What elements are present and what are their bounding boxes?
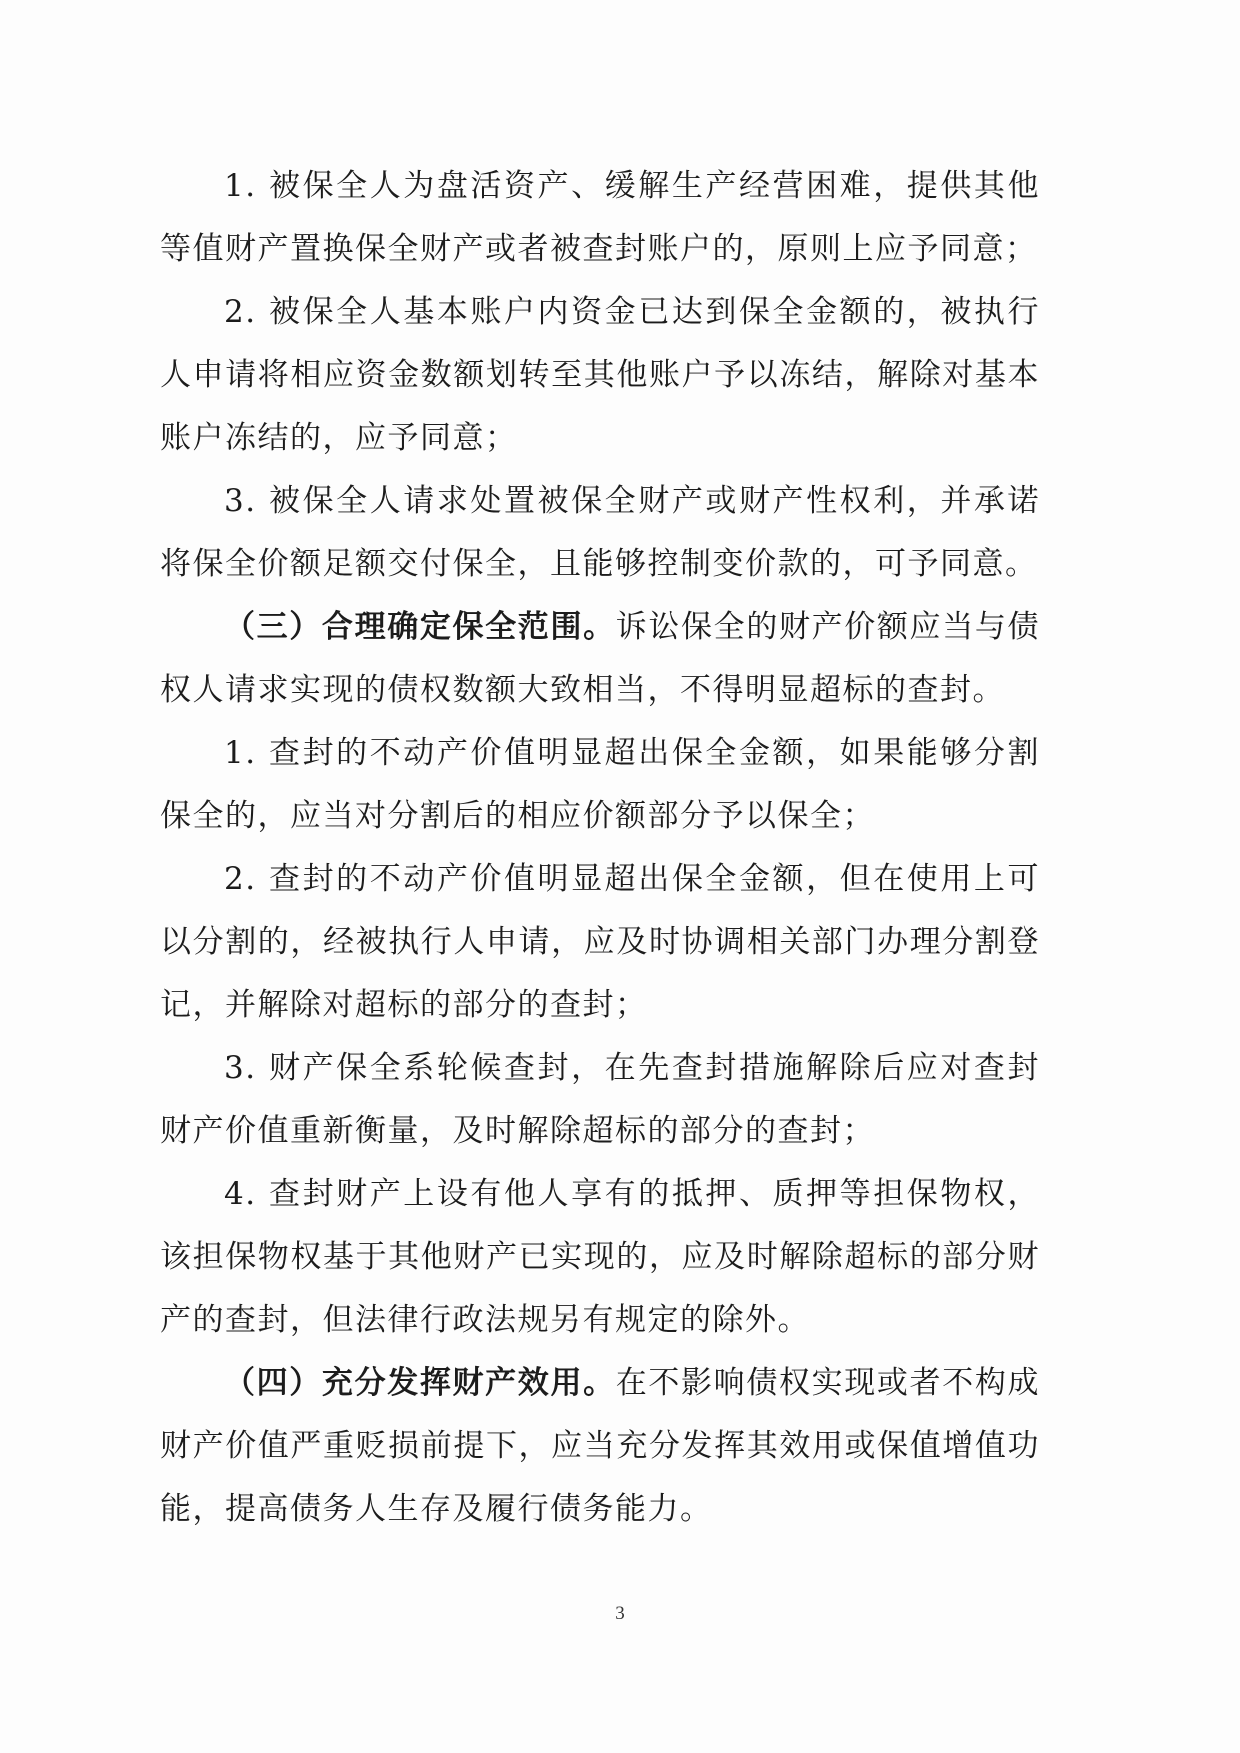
document-body bbox=[160, 155, 1040, 1541]
paragraph-2 bbox=[160, 281, 1040, 470]
paragraph-text: 诉讼保全的财产价额应当与债权人请求实现的债权数额大致相当，不得明显超标的查封。 bbox=[160, 609, 1040, 708]
paragraph-text: 4. 查封财产上设有他人享有的抵押、质押等担保物权，该担保物权基于其他财产已实现的，应及时解除超标的部分财产的查封，但法律行政法规另有规定的除外。 bbox=[160, 1176, 1040, 1338]
paragraph-6 bbox=[160, 848, 1040, 1037]
paragraph-3 bbox=[160, 470, 1040, 596]
paragraph-text: 3. 财产保全系轮候查封，在先查封措施解除后应对查封财产价值重新衡量，及时解除超标的部分的查封； bbox=[160, 1050, 1040, 1149]
paragraph-text: 1. 被保全人为盘活资产、缓解生产经营困难，提供其他等值财产置换保全财产或者被查封账户的，原则上应予同意； bbox=[160, 168, 1040, 267]
paragraph-text: 在不影响债权实现或者不构成财产价值严重贬损前提下，应当充分发挥其效用或保值增值功能，提高债务人生存及履行债务能力。 bbox=[160, 1365, 1040, 1527]
section-heading-4: （四）充分发挥财产效用。 bbox=[224, 1365, 616, 1401]
paragraph-text: 2. 被保全人基本账户内资金已达到保全金额的，被执行人申请将相应资金数额划转至其他账户予以冻结，解除对基本账户冻结的，应予同意； bbox=[160, 294, 1040, 456]
paragraph-text: 2. 查封的不动产价值明显超出保全金额，但在使用上可以分割的，经被执行人申请，应及时协调相关部门办理分割登记，并解除对超标的部分的查封； bbox=[160, 861, 1040, 1023]
page-number: 3 bbox=[615, 1603, 625, 1624]
section-4-paragraph bbox=[160, 1352, 1040, 1541]
paragraph-text: 1. 查封的不动产价值明显超出保全金额，如果能够分割保全的，应当对分割后的相应价额部分予以保全； bbox=[160, 735, 1040, 834]
paragraph-text: 3. 被保全人请求处置被保全财产或财产性权利，并承诺将保全价额足额交付保全，且能够控制变价款的，可予同意。 bbox=[160, 483, 1040, 582]
section-heading-3: （三）合理确定保全范围。 bbox=[224, 609, 616, 645]
paragraph-1 bbox=[160, 155, 1040, 281]
paragraph-7 bbox=[160, 1037, 1040, 1163]
paragraph-8 bbox=[160, 1163, 1040, 1352]
paragraph-5 bbox=[160, 722, 1040, 848]
section-3-paragraph bbox=[160, 596, 1040, 722]
